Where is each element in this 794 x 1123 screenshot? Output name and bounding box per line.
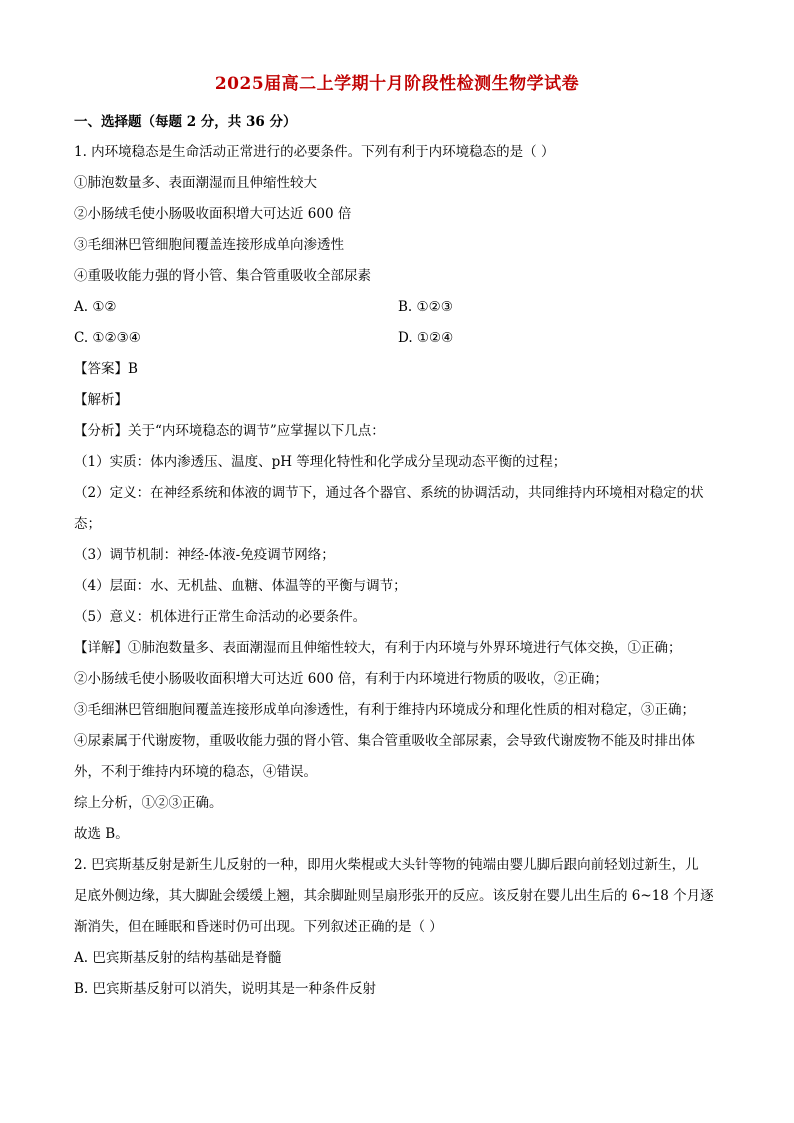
q1-detail-line: 故选 B。 [74,826,129,842]
question-1-stem: 1. 内环境稳态是生命活动正常进行的必要条件。下列有利于内环境稳态的是（ ） [74,144,555,160]
q1-analysis-line: （5）意义：机体进行正常生命活动的必要条件。 [74,609,367,625]
q1-detail-line: 综上分析，①②③正确。 [74,795,223,811]
q1-detail-line: ④尿素属于代谢废物，重吸收能力强的肾小管、集合管重吸收全部尿素，会导致代谢废物不能及时排出体 [74,733,695,749]
q2-option-a: A. 巴宾斯基反射的结构基础是脊髓 [74,950,282,966]
question-2-stem-line: 足底外侧边缘，其大脚趾会缓缓上翘，其余脚趾则呈扇形张开的反应。该反射在婴儿出生后的 6~18 个月逐 [74,888,714,904]
q1-detail-line: 外，不利于维持内环境的稳态，④错误。 [74,764,317,780]
page-title: 2025届高二上学期十月阶段性检测生物学试卷 [214,74,580,94]
q1-detail-line: ③毛细淋巴管细胞间覆盖连接形成单向渗透性，有利于维持内环境成分和理化性质的相对稳定，③正确； [74,702,695,718]
q1-statement-1: ①肺泡数量多、表面潮湿而且伸缩性较大 [74,175,317,191]
q1-analysis-label: 【解析】 [74,392,128,408]
q1-option-c: C. ①②③④ [74,330,141,346]
q1-analysis-line: （1）实质：体内渗透压、温度、pH 等理化特性和化学成分呈现动态平衡的过程； [74,454,567,470]
q2-option-b: B. 巴宾斯基反射可以消失，说明其是一种条件反射 [74,981,377,997]
question-2-stem-line: 渐消失，但在睡眠和昏迷时仍可出现。下列叙述正确的是（ ） [74,919,443,935]
q1-analysis-line: 态； [74,516,101,532]
section-heading: 一、选择题（每题 2 分，共 36 分） [74,114,297,130]
q1-analysis-line: （2）定义：在神经系统和体液的调节下，通过各个器官、系统的协调活动，共同维持内环境相对稳定的状 [74,485,704,501]
q1-detail-line: 【详解】①肺泡数量多、表面潮湿而且伸缩性较大，有利于内环境与外界环境进行气体交换，①正确； [74,640,682,656]
q1-option-d: D. ①②④ [398,330,454,346]
question-2-stem-line: 2. 巴宾斯基反射是新生儿反射的一种，即用火柴棍或大头针等物的钝端由婴儿脚后跟向前轻划过新生，儿 [74,857,699,873]
q1-statement-2: ②小肠绒毛使小肠吸收面积增大可达近 600 倍 [74,206,352,222]
q1-analysis-line: （4）层面：水、无机盐、血糖、体温等的平衡与调节； [74,578,407,594]
q1-statement-4: ④重吸收能力强的肾小管、集合管重吸收全部尿素 [74,268,371,284]
q1-statement-3: ③毛细淋巴管细胞间覆盖连接形成单向渗透性 [74,237,344,253]
q1-option-a: A. ①② [74,299,117,315]
q1-detail-line: ②小肠绒毛使小肠吸收面积增大可达近 600 倍，有利于内环境进行物质的吸收，②正确； [74,671,608,687]
q1-analysis-line: （3）调节机制：神经-体液-免疫调节网络； [74,547,335,563]
q1-option-b: B. ①②③ [398,299,453,315]
q1-answer: 【答案】B [74,361,138,377]
q1-analysis-line: 【分析】关于“内环境稳态的调节”应掌握以下几点： [74,423,385,439]
